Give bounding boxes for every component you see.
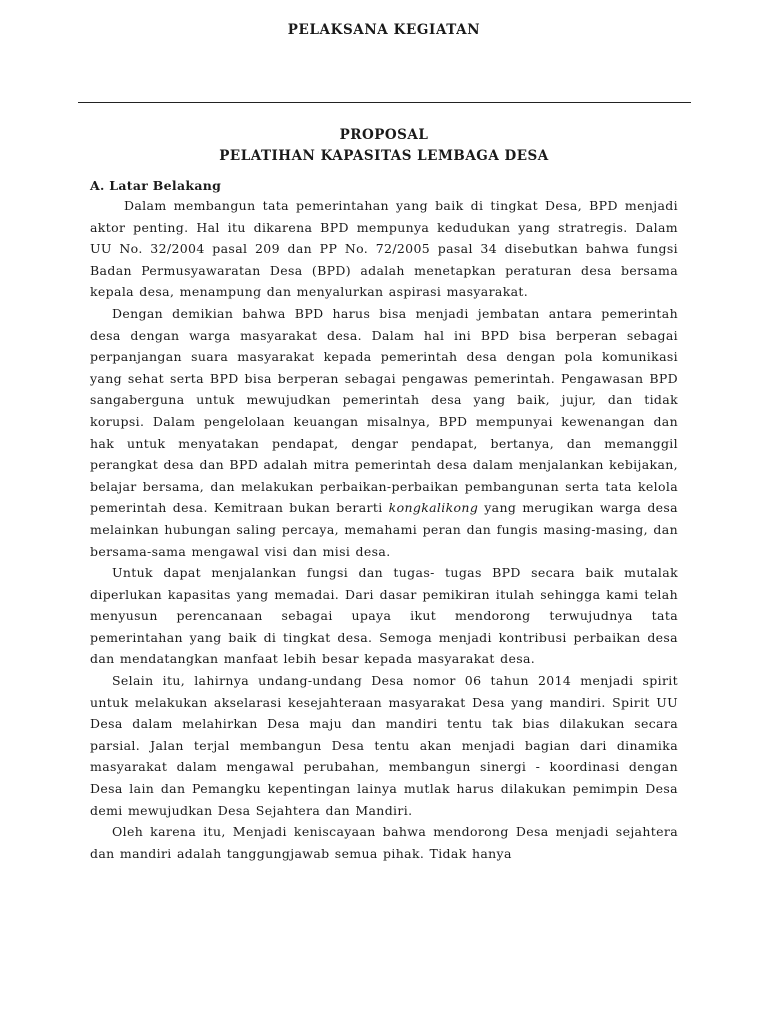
document-title-line-2: PELATIHAN KAPASITAS LEMBAGA DESA [219, 148, 549, 164]
paragraph-2 [90, 303, 678, 562]
header-divider [78, 102, 691, 103]
paragraph-3: Untuk dapat menjalankan fungsi dan tugas- tugas BPD secara baik mutalak diperlukan kapasitas yang memadai. Dari dasar pemikiran itulah sehingga kami telah menyusun perencanaan sebagai upaya ikut mendorong terwujudnya tata pemerintahan yang baik di tingkat desa. Semoga menjadi kontribusi perbaikan desa dan mendatangkan manfaat lebih besar kepada masyarakat desa. [90, 565, 678, 667]
header-title: PELAKSANA KEGIATAN [287, 22, 481, 38]
paragraph-2-text-after: yang merugikan warga desa melainkan hubungan saling percaya, memahami peran dan fungis masing-masing, dan bersama-sama mengawal visi dan misi desa. [90, 500, 678, 559]
paragraph-4: Selain itu, lahirnya undang-undang Desa nomor 06 tahun 2014 menjadi spirit untuk melakukan akselarasi kesejahteraan masyarakat Desa yang mandiri. Spirit UU Desa dalam melahirkan Desa maju dan mandiri tentu tak bias dilakukan secara parsial. Jalan terjal membangun Desa tentu akan menjadi bagian dari dinamika masyarakat dalam mengawal perubahan, membangun sinergi - koordinasi dengan Desa lain dan Pemangku kepentingan lainya mutlak harus dilakukan pemimpin Desa demi mewujudkan Desa Sejahtera dan Mandiri. [90, 673, 678, 818]
section-heading: A. Latar Belakang [90, 178, 222, 193]
document-title-line-1: PROPOSAL [339, 127, 429, 143]
paragraph-5: Oleh karena itu, Menjadi keniscayaan bahwa mendorong Desa menjadi sejahtera dan mandiri adalah tanggungjawab semua pihak. Tidak hanya [90, 824, 678, 861]
document-body [90, 177, 678, 864]
paragraph-1: Dalam membangun tata pemerintahan yang baik di tingkat Desa, BPD menjadi aktor penting. Hal itu dikarena BPD mempunya kedudukan yang stratregis. Dalam UU No. 32/2004 pasal 209 dan PP No. 72/2005 pasal 34 disebutkan bahwa fungsi Badan Permusyawaratan Desa (BPD) adalah menetapkan peraturan desa bersama kepala desa, menampung dan menyalurkan aspirasi masyarakat. [90, 198, 678, 300]
document-title [0, 125, 768, 167]
paragraph-2-italic-term: kongkalikong [388, 500, 479, 516]
paragraph-2-text-before: Dengan demikian bahwa BPD harus bisa menjadi jembatan antara pemerintah desa dengan warga masyarakat desa. Dalam hal ini BPD bisa berperan sebagai perpanjangan suara masyarakat kepada pemerintah desa dengan pola komunikasi yang sehat serta BPD bisa berperan sebagai pengawas pemerintah. Pengawasan BPD sangaberguna untuk mewujudkan pemerintah desa yang baik, jujur, dan tidak korupsi. Dalam pengelolaan keuangan misalnya, BPD mempunyai kewenangan dan hak untuk menyatakan pendapat, dengar pendapat, bertanya, dan memanggil perangkat desa dan BPD adalah mitra pemerintah desa dalam menjalankan kebijakan, belajar bersama, dan melakukan perbaikan-perbaikan pembangunan serta tata kelola pemerintah desa. Kemitraan bukan berarti [90, 305, 678, 516]
